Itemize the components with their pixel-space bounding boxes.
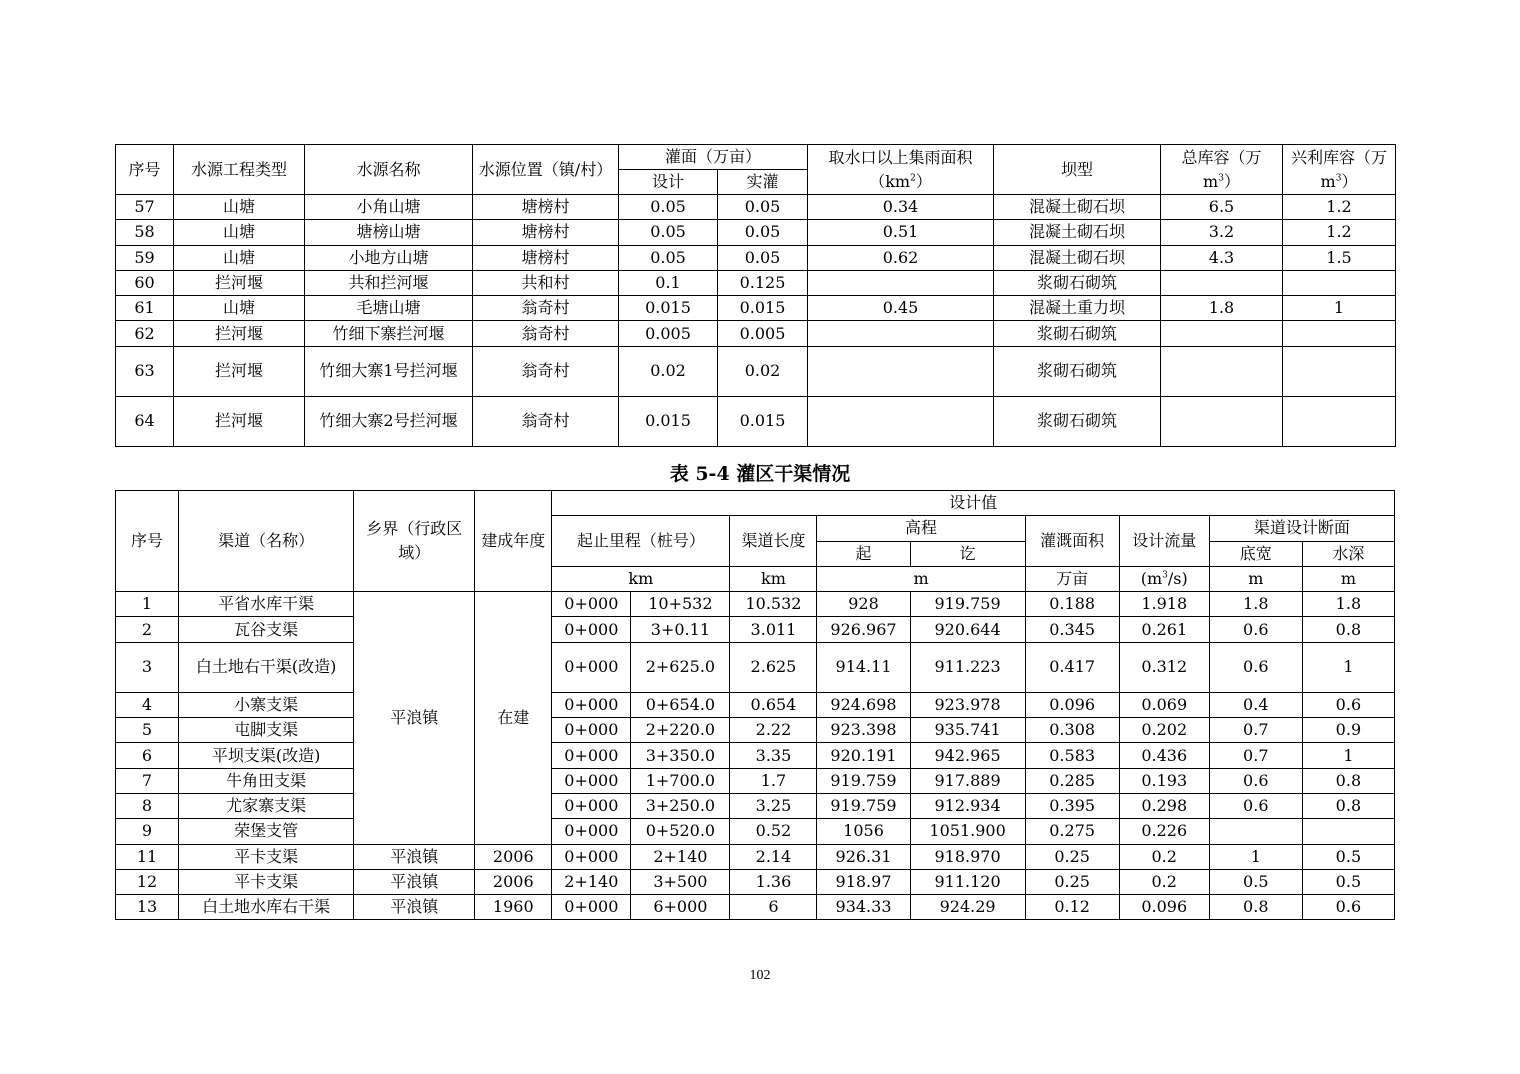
table-row [116, 245, 1396, 270]
table-row [116, 819, 1395, 844]
source-location: 翁奇村 [473, 346, 619, 396]
row-number: 60 [116, 270, 174, 295]
table-row [116, 346, 1396, 396]
actual-area: 0.015 [718, 296, 808, 321]
irrigation-area: 0.096 [1025, 692, 1119, 717]
table-row [116, 869, 1395, 894]
row-number: 57 [116, 195, 174, 220]
channel-length: 1.36 [730, 869, 817, 894]
source-name: 竹细大寨2号拦河堰 [305, 396, 473, 446]
catchment-area [808, 270, 994, 295]
mileage-start: 0+000 [552, 718, 631, 743]
channel-name: 小寨支渠 [179, 692, 354, 717]
dam-type: 混凝土砌石坝 [994, 220, 1161, 245]
header-no: 序号 [116, 145, 174, 195]
useful-capacity: 1.2 [1283, 220, 1396, 245]
mileage-end: 3+350.0 [631, 743, 730, 768]
table-row [116, 895, 1395, 920]
design-area: 0.015 [619, 296, 718, 321]
dam-type: 混凝土砌石坝 [994, 195, 1161, 220]
header-channel: 渠道（名称） [179, 491, 354, 592]
elevation-end: 917.889 [910, 768, 1025, 793]
channel-length: 2.22 [730, 718, 817, 743]
source-location: 塘榜村 [473, 245, 619, 270]
header-catchment: 取水口以上集雨面积$(km^2)$ [808, 145, 994, 195]
mileage-start: 0+000 [552, 844, 631, 869]
elevation-start: 934.33 [817, 895, 910, 920]
water-depth: 1.8 [1302, 592, 1394, 617]
elevation-start: 914.11 [817, 642, 910, 692]
design-area: 0.05 [619, 245, 718, 270]
build-year: 在建 [475, 592, 552, 844]
row-number: 2 [116, 617, 179, 642]
elevation-start: 919.759 [817, 768, 910, 793]
design-flow: 1.918 [1119, 592, 1209, 617]
mileage-start: 0+000 [552, 642, 631, 692]
useful-capacity [1283, 396, 1396, 446]
source-name: 小角山塘 [305, 195, 473, 220]
catchment-area: 0.34 [808, 195, 994, 220]
design-flow: 0.226 [1119, 819, 1209, 844]
row-number: 6 [116, 743, 179, 768]
mileage-end: 3+250.0 [631, 793, 730, 818]
source-name: 竹细大寨1号拦河堰 [305, 346, 473, 396]
mileage-end: 0+654.0 [631, 692, 730, 717]
bottom-width: 0.5 [1209, 869, 1302, 894]
channel-length: 2.14 [730, 844, 817, 869]
source-name: 共和拦河堰 [305, 270, 473, 295]
design-area: 0.1 [619, 270, 718, 295]
header-location: 水源位置（镇/村） [473, 145, 619, 195]
table-row [116, 844, 1395, 869]
table-row [116, 592, 1395, 617]
mileage-end: 6+000 [631, 895, 730, 920]
table-row [116, 296, 1396, 321]
channel-length: 0.654 [730, 692, 817, 717]
channel-length: 0.52 [730, 819, 817, 844]
water-depth: 1 [1302, 743, 1394, 768]
mileage-end: 3+0.11 [631, 617, 730, 642]
row-number: 63 [116, 346, 174, 396]
unit-m: m [817, 566, 1025, 591]
mileage-end: 2+625.0 [631, 642, 730, 692]
irrigation-area: 0.285 [1025, 768, 1119, 793]
design-area: 0.05 [619, 220, 718, 245]
mileage-start: 0+000 [552, 743, 631, 768]
water-depth: 0.6 [1302, 692, 1394, 717]
actual-area: 0.05 [718, 245, 808, 270]
header-mileage: 起止里程（桩号） [552, 516, 730, 567]
actual-area: 0.02 [718, 346, 808, 396]
source-location: 塘榜村 [473, 195, 619, 220]
mileage-start: 0+000 [552, 793, 631, 818]
water-depth: 0.8 [1302, 617, 1394, 642]
header-year: 建成年度 [475, 491, 552, 592]
elevation-start: 923.398 [817, 718, 910, 743]
source-type: 山塘 [174, 195, 305, 220]
irrigation-area: 0.308 [1025, 718, 1119, 743]
elevation-end: 911.120 [910, 869, 1025, 894]
elevation-start: 919.759 [817, 793, 910, 818]
design-area: 0.015 [619, 396, 718, 446]
elevation-start: 1056 [817, 819, 910, 844]
design-area: 0.05 [619, 195, 718, 220]
elevation-start: 918.97 [817, 869, 910, 894]
channel-length: 1.7 [730, 768, 817, 793]
row-number: 59 [116, 245, 174, 270]
unit-km: km [552, 566, 730, 591]
actual-area: 0.005 [718, 321, 808, 346]
design-flow: 0.096 [1119, 895, 1209, 920]
total-capacity [1161, 270, 1283, 295]
main-canal-table [115, 490, 1395, 920]
row-number: 9 [116, 819, 179, 844]
elevation-end: 923.978 [910, 692, 1025, 717]
row-number: 4 [116, 692, 179, 717]
source-type: 山塘 [174, 220, 305, 245]
unit-mu: 万亩 [1025, 566, 1119, 591]
catchment-area [808, 321, 994, 346]
header-name: 水源名称 [305, 145, 473, 195]
water-depth: 0.9 [1302, 718, 1394, 743]
mileage-end: 0+520.0 [631, 819, 730, 844]
header-township: 乡界（行政区域） [354, 491, 475, 592]
catchment-area: 0.45 [808, 296, 994, 321]
channel-length: 6 [730, 895, 817, 920]
irrigation-area: 0.12 [1025, 895, 1119, 920]
bottom-width [1209, 819, 1302, 844]
elevation-start: 928 [817, 592, 910, 617]
actual-area: 0.05 [718, 195, 808, 220]
design-flow: 0.069 [1119, 692, 1209, 717]
total-capacity [1161, 396, 1283, 446]
source-location: 翁奇村 [473, 396, 619, 446]
header-length: 渠道长度 [730, 516, 817, 567]
unit-flow: $(m^3/s)$ [1119, 566, 1209, 591]
source-location: 翁奇村 [473, 321, 619, 346]
channel-name: 白土地右干渠(改造) [179, 642, 354, 692]
bottom-width: 1.8 [1209, 592, 1302, 617]
bottom-width: 0.8 [1209, 895, 1302, 920]
catchment-area: 0.62 [808, 245, 994, 270]
design-flow: 0.2 [1119, 869, 1209, 894]
bottom-width: 0.7 [1209, 743, 1302, 768]
header-elev-start: 起 [817, 541, 910, 566]
useful-capacity [1283, 346, 1396, 396]
table-row [116, 642, 1395, 692]
row-number: 58 [116, 220, 174, 245]
bottom-width: 1 [1209, 844, 1302, 869]
design-flow: 0.202 [1119, 718, 1209, 743]
table-row [116, 195, 1396, 220]
catchment-area [808, 396, 994, 446]
water-depth: 0.5 [1302, 844, 1394, 869]
irrigation-area: 0.417 [1025, 642, 1119, 692]
header-irrigation: 灌面（万亩） [619, 145, 808, 170]
header-bottom: 底宽 [1209, 541, 1302, 566]
irrigation-area: 0.395 [1025, 793, 1119, 818]
source-name: 毛塘山塘 [305, 296, 473, 321]
channel-name: 平卡支渠 [179, 844, 354, 869]
design-flow: 0.193 [1119, 768, 1209, 793]
source-name: 塘榜山塘 [305, 220, 473, 245]
dam-type: 混凝土砌石坝 [994, 245, 1161, 270]
row-number: 3 [116, 642, 179, 692]
bottom-width: 0.6 [1209, 793, 1302, 818]
water-depth: 0.5 [1302, 869, 1394, 894]
water-depth: 1 [1302, 642, 1394, 692]
total-capacity [1161, 346, 1283, 396]
table-row [116, 617, 1395, 642]
table-row [116, 718, 1395, 743]
row-number: 12 [116, 869, 179, 894]
source-type: 山塘 [174, 245, 305, 270]
mileage-start: 0+000 [552, 895, 631, 920]
source-location: 共和村 [473, 270, 619, 295]
unit-m: m [1209, 566, 1302, 591]
mileage-end: 2+140 [631, 844, 730, 869]
bottom-width: 0.7 [1209, 718, 1302, 743]
total-capacity: 1.8 [1161, 296, 1283, 321]
irrigation-area: 0.25 [1025, 844, 1119, 869]
mileage-start: 0+000 [552, 768, 631, 793]
header-design: 设计 [619, 170, 718, 195]
row-number: 1 [116, 592, 179, 617]
elevation-end: 912.934 [910, 793, 1025, 818]
channel-length: 3.25 [730, 793, 817, 818]
row-number: 11 [116, 844, 179, 869]
channel-name: 尤家寨支渠 [179, 793, 354, 818]
elevation-end: 924.29 [910, 895, 1025, 920]
channel-name: 荣堡支管 [179, 819, 354, 844]
channel-name: 白土地水库右干渠 [179, 895, 354, 920]
channel-name: 平卡支渠 [179, 869, 354, 894]
mileage-start: 0+000 [552, 617, 631, 642]
source-location: 塘榜村 [473, 220, 619, 245]
channel-length: 10.532 [730, 592, 817, 617]
dam-type: 浆砌石砌筑 [994, 396, 1161, 446]
elevation-end: 919.759 [910, 592, 1025, 617]
elevation-start: 924.698 [817, 692, 910, 717]
header-depth: 水深 [1302, 541, 1394, 566]
design-flow: 0.2 [1119, 844, 1209, 869]
channel-length: 2.625 [730, 642, 817, 692]
table-row [116, 396, 1396, 446]
build-year: 1960 [475, 895, 552, 920]
catchment-area: 0.51 [808, 220, 994, 245]
table-row [116, 768, 1395, 793]
row-number: 64 [116, 396, 174, 446]
water-depth: 0.8 [1302, 768, 1394, 793]
dam-type: 浆砌石砌筑 [994, 321, 1161, 346]
useful-capacity: 1.2 [1283, 195, 1396, 220]
useful-capacity [1283, 321, 1396, 346]
row-number: 13 [116, 895, 179, 920]
source-type: 拦河堰 [174, 396, 305, 446]
source-type: 拦河堰 [174, 270, 305, 295]
irrigation-area: 0.25 [1025, 869, 1119, 894]
bottom-width: 0.6 [1209, 768, 1302, 793]
build-year: 2006 [475, 869, 552, 894]
build-year: 2006 [475, 844, 552, 869]
table-row [116, 692, 1395, 717]
irrigation-area: 0.275 [1025, 819, 1119, 844]
row-number: 61 [116, 296, 174, 321]
channel-name: 牛角田支渠 [179, 768, 354, 793]
elevation-start: 926.967 [817, 617, 910, 642]
channel-name: 瓦谷支渠 [179, 617, 354, 642]
elevation-end: 942.965 [910, 743, 1025, 768]
elevation-end: 911.223 [910, 642, 1025, 692]
design-flow: 0.436 [1119, 743, 1209, 768]
actual-area: 0.125 [718, 270, 808, 295]
water-depth: 0.8 [1302, 793, 1394, 818]
row-number: 5 [116, 718, 179, 743]
design-area: 0.02 [619, 346, 718, 396]
source-name: 小地方山塘 [305, 245, 473, 270]
table-row [116, 220, 1396, 245]
header-irrigation-area: 灌溉面积 [1025, 516, 1119, 567]
actual-area: 0.015 [718, 396, 808, 446]
header-type: 水源工程类型 [174, 145, 305, 195]
source-location: 翁奇村 [473, 296, 619, 321]
source-type: 拦河堰 [174, 321, 305, 346]
design-flow: 0.312 [1119, 642, 1209, 692]
table-caption: 表 5-4 灌区干渠情况 [669, 463, 851, 485]
channel-length: 3.35 [730, 743, 817, 768]
township: 平浪镇 [354, 869, 475, 894]
table-row [116, 793, 1395, 818]
channel-length: 3.011 [730, 617, 817, 642]
irrigation-area: 0.583 [1025, 743, 1119, 768]
useful-capacity [1283, 270, 1396, 295]
elevation-end: 1051.900 [910, 819, 1025, 844]
source-type: 山塘 [174, 296, 305, 321]
source-name: 竹细下寨拦河堰 [305, 321, 473, 346]
mileage-end: 3+500 [631, 869, 730, 894]
elevation-start: 920.191 [817, 743, 910, 768]
dam-type: 浆砌石砌筑 [994, 270, 1161, 295]
elevation-end: 918.970 [910, 844, 1025, 869]
mileage-end: 2+220.0 [631, 718, 730, 743]
row-number: 8 [116, 793, 179, 818]
table-row [116, 270, 1396, 295]
mileage-start: 2+140 [552, 869, 631, 894]
total-capacity: 4.3 [1161, 245, 1283, 270]
page-number: 102 [749, 968, 771, 983]
design-flow: 0.298 [1119, 793, 1209, 818]
mileage-start: 0+000 [552, 592, 631, 617]
bottom-width: 0.6 [1209, 617, 1302, 642]
elevation-end: 935.741 [910, 718, 1025, 743]
unit-km: km [730, 566, 817, 591]
header-elev-end: 讫 [910, 541, 1025, 566]
channel-name: 屯脚支渠 [179, 718, 354, 743]
mileage-end: 10+532 [631, 592, 730, 617]
channel-name: 平省水库干渠 [179, 592, 354, 617]
bottom-width: 0.4 [1209, 692, 1302, 717]
actual-area: 0.05 [718, 220, 808, 245]
catchment-area [808, 346, 994, 396]
header-section: 渠道设计断面 [1209, 516, 1394, 541]
row-number: 7 [116, 768, 179, 793]
elevation-end: 920.644 [910, 617, 1025, 642]
water-depth [1302, 819, 1394, 844]
total-capacity [1161, 321, 1283, 346]
water-depth: 0.6 [1302, 895, 1394, 920]
water-source-table [115, 144, 1396, 447]
header-no: 序号 [116, 491, 179, 592]
source-type: 拦河堰 [174, 346, 305, 396]
table-row [116, 321, 1396, 346]
design-flow: 0.261 [1119, 617, 1209, 642]
mileage-end: 1+700.0 [631, 768, 730, 793]
bottom-width: 0.6 [1209, 642, 1302, 692]
header-actual: 实灌 [718, 170, 808, 195]
elevation-start: 926.31 [817, 844, 910, 869]
dam-type: 浆砌石砌筑 [994, 346, 1161, 396]
total-capacity: 6.5 [1161, 195, 1283, 220]
header-dam: 坝型 [994, 145, 1161, 195]
township: 平浪镇 [354, 895, 475, 920]
table-row [116, 743, 1395, 768]
header-total-capacity: 总库容（万 $m^3$） [1161, 145, 1283, 195]
dam-type: 混凝土重力坝 [994, 296, 1161, 321]
mileage-start: 0+000 [552, 692, 631, 717]
header-elevation: 高程 [817, 516, 1025, 541]
header-design-values: 设计值 [552, 491, 1395, 516]
township: 平浪镇 [354, 844, 475, 869]
header-useful-capacity: 兴利库容（万 $m^3$） [1283, 145, 1396, 195]
row-number: 62 [116, 321, 174, 346]
design-area: 0.005 [619, 321, 718, 346]
useful-capacity: 1 [1283, 296, 1396, 321]
irrigation-area: 0.188 [1025, 592, 1119, 617]
channel-name: 平坝支渠(改造) [179, 743, 354, 768]
unit-m: m [1302, 566, 1394, 591]
useful-capacity: 1.5 [1283, 245, 1396, 270]
irrigation-area: 0.345 [1025, 617, 1119, 642]
header-flow: 设计流量 [1119, 516, 1209, 567]
township: 平浪镇 [354, 592, 475, 844]
mileage-start: 0+000 [552, 819, 631, 844]
total-capacity: 3.2 [1161, 220, 1283, 245]
